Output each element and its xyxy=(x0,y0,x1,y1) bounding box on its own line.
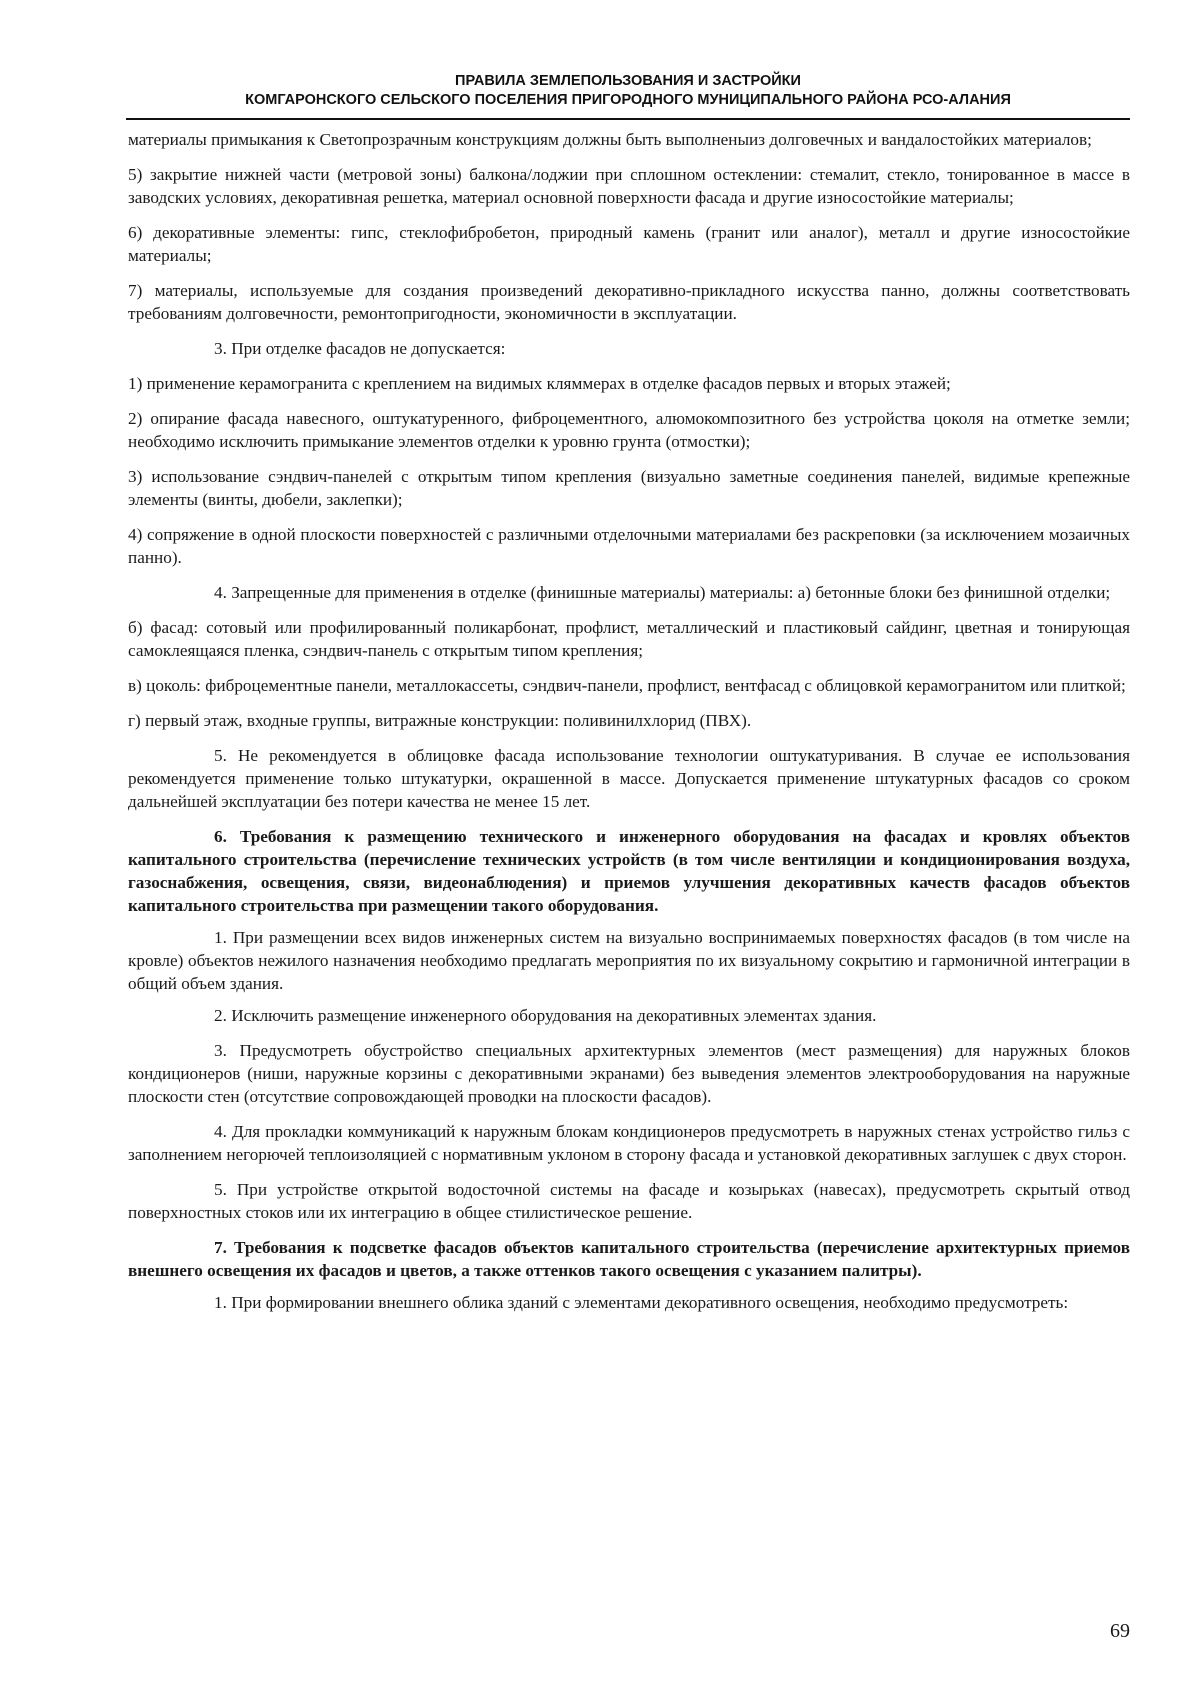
numbered-clause: 5. Не рекомендуется в облицовке фасада использование технологии оштукатуривания. В случае ее использования рекомендуется применение только штукатурки, окрашенной в массе. Допускается применение штукатурных фасадов со сроком дальнейшей эксплуатации без потери качества не менее 15 лет. xyxy=(128,746,1130,811)
list-item: 4) сопряжение в одной плоскости поверхностей с различными отделочными материалами без раскреповки (за исключением мозаичных панно). xyxy=(128,525,1130,567)
section-heading: 7. Требования к подсветке фасадов объектов капитального строительства (перечисление архитектурных приемов внешнего освещения их фасадов и цветов, а также оттенков такого освещения с указанием палитры). xyxy=(128,1238,1130,1280)
paragraph: материалы примыкания к Светопрозрачным конструкциям должны быть выполненыиз долговечных и вандалостойких материалов; xyxy=(128,130,1092,149)
list-item: г) первый этаж, входные группы, витражные конструкции: поливинилхлорид (ПВХ). xyxy=(128,711,752,730)
list-item: 6) декоративные элементы: гипс, стеклофибробетон, природный камень (гранит или аналог), металл и другие износостойкие материалы; xyxy=(128,223,1130,265)
numbered-clause: 3. Предусмотреть обустройство специальных архитектурных элементов (мест размещения) для наружных блоков кондиционеров (ниши, наружные корзины с декоративными экранами) без выведения элементов электрооборудования на наружные плоскости стен (отсутствие сопровождающей проводки на плоскости фасадов). xyxy=(128,1041,1130,1106)
list-item: 7) материалы, используемые для создания произведений декоративно-прикладного искусства панно, должны соответствовать требованиям долговечности, ремонтопригодности, экономичности в эксплуатации. xyxy=(128,281,1130,323)
list-item: б) фасад: сотовый или профилированный поликарбонат, профлист, металлический и пластиковый сайдинг, цветная и тонирующая самоклеящаяся пленка, сэндвич-панель с открытым типом крепления; xyxy=(128,618,1130,660)
document-body xyxy=(128,128,1130,1326)
numbered-clause: 5. При устройстве открытой водосточной системы на фасаде и козырьках (навесах), предусмотреть скрытый отвод поверхностных стоков или их интеграцию в общее стилистическое решение. xyxy=(128,1180,1130,1222)
section-heading: 6. Требования к размещению технического и инженерного оборудования на фасадах и кровлях объектов капитального строительства (перечисление технических устройств (в том числе вентиляции и кондиционирования воздуха, газоснабжения, освещения, связи, видеонаблюдения) и приемов улучшения декоративных качеств фасадов объектов капитального строительства при размещении такого оборудования. xyxy=(128,827,1130,915)
numbered-clause: 4. Для прокладки коммуникаций к наружным блокам кондиционеров предусмотреть в наружных стенах устройство гильз с заполнением негорючей теплоизоляцией с нормативным уклоном в сторону фасада и установкой декоративных заглушек с двух сторон. xyxy=(128,1122,1130,1164)
list-item: 5) закрытие нижней части (метровой зоны) балкона/лоджии при сплошном остеклении: стемалит, стекло, тонированное в массе в заводских условиях, декоративная решетка, материал основной поверхности фасада и другие износостойкие материалы; xyxy=(128,165,1130,207)
numbered-clause: 2. Исключить размещение инженерного оборудования на декоративных элементах здания. xyxy=(214,1006,877,1025)
header-divider xyxy=(126,118,1130,120)
header-title: ПРАВИЛА ЗЕМЛЕПОЛЬЗОВАНИЯ И ЗАСТРОЙКИ xyxy=(455,73,801,89)
numbered-clause: 1. При формировании внешнего облика зданий с элементами декоративного освещения, необходимо предусмотреть: xyxy=(214,1293,1069,1312)
numbered-clause: 1. При размещении всех видов инженерных систем на визуально воспринимаемых поверхностях фасадов (в том числе на кровле) объектов нежилого назначения необходимо предлагать мероприятия по их визуальному сокрытию и гармоничной интеграции в общий объем здания. xyxy=(128,928,1130,993)
list-item: 3) использование сэндвич-панелей с открытым типом крепления (визуально заметные соединения панелей, видимые крепежные элементы (винты, дюбели, заклепки); xyxy=(128,467,1130,509)
list-item: 2) опирание фасада навесного, оштукатуренного, фиброцементного, алюмокомпозитного без устройства цоколя на отметке земли; необходимо исключить примыкание элементов отделки к уровню грунта (отмостки); xyxy=(128,409,1130,451)
page-number: 69 xyxy=(1110,1620,1130,1642)
numbered-clause: 3. При отделке фасадов не допускается: xyxy=(214,339,506,358)
header-subtitle: КОМГАРОНСКОГО СЕЛЬСКОГО ПОСЕЛЕНИЯ ПРИГОРОДНОГО МУНИЦИПАЛЬНОГО РАЙОНА РСО-АЛАНИЯ xyxy=(245,92,1011,108)
list-item: 1) применение керамогранита с креплением на видимых кляммерах в отделке фасадов первых и вторых этажей; xyxy=(128,374,951,393)
running-header xyxy=(126,72,1130,110)
list-item: в) цоколь: фиброцементные панели, металлокассеты, сэндвич-панели, профлист, вентфасад с облицовкой керамогранитом или плиткой; xyxy=(128,676,1126,695)
numbered-clause: 4. Запрещенные для применения в отделке (финишные материалы) материалы: а) бетонные блоки без финишной отделки; xyxy=(214,583,1111,602)
